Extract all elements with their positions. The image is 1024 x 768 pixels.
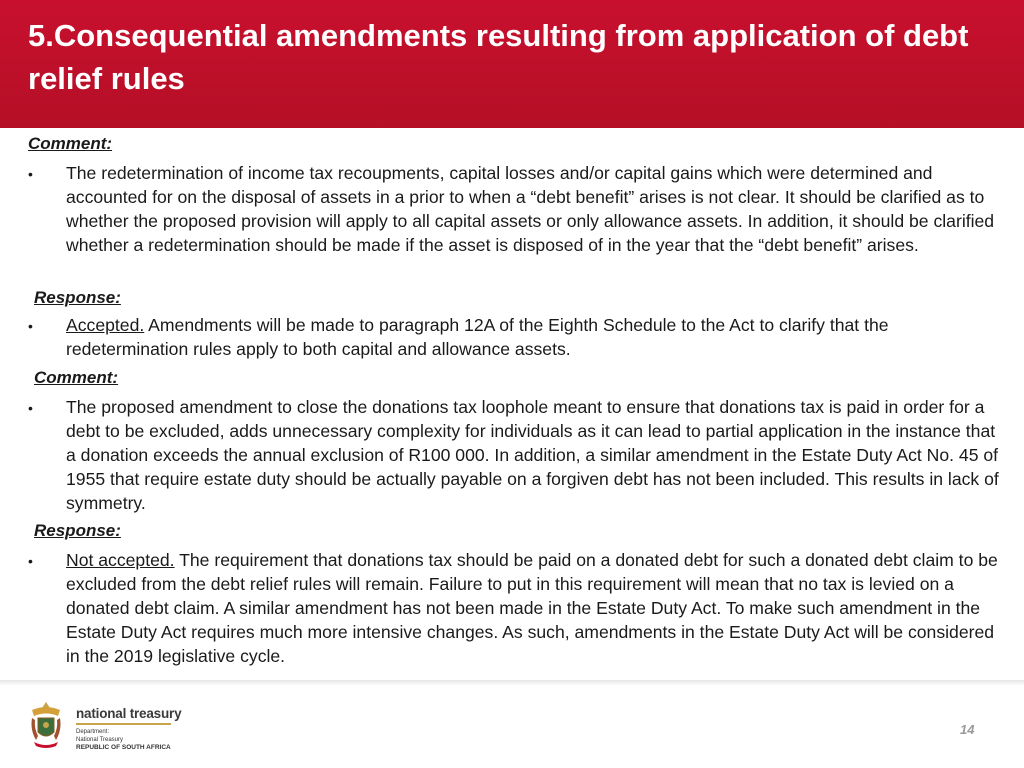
paragraph-text: The requirement that donations tax should be paid on a donated debt for such a donated debt claim to be excluded from the debt relief rules will remain. Failure to put in this requirement will mean that no tax is levied on a donated debt claim. A similar amendment has not been made in the Estate Duty Act. To make such amendment in the Estate Duty Act requires much more intensive changes. As such, amendments in the Estate Duty Act will be considered in the 2019 legislative cycle. (66, 550, 998, 666)
coat-of-arms-icon (26, 700, 66, 752)
paragraph-text: The redetermination of income tax recoupments, capital losses and/or capital gains which were determined and accounted for on the disposal of assets in a prior to when a “debt benefit” arises is not clear. It should be clarified as to whether the proposed provision will apply to all capital assets or only allowance assets. In addition, it should be clarified whether a redetermination should be made if the asset is disposed of in the year that the “debt benefit” arises. (66, 163, 995, 255)
page-number: 14 (960, 722, 975, 737)
section-label-response-2: Response: (34, 521, 121, 540)
paragraph-response-2 (66, 548, 1006, 668)
footer-brand (76, 706, 181, 752)
dept-line-1: Department: (76, 729, 110, 735)
bullet-4: • (28, 553, 33, 569)
response-status-accepted: Accepted. (66, 315, 145, 335)
slide-title: 5.Consequential amendments resulting from application of debt relief rules (28, 18, 969, 96)
paragraph-comment-1 (66, 161, 1006, 257)
dept-line-3: REPUBLIC OF SOUTH AFRICA (76, 744, 171, 751)
bullet-1: • (28, 166, 33, 182)
bullet-3: • (28, 400, 33, 416)
section-label-response-1: Response: (34, 288, 121, 307)
paragraph-comment-2 (66, 395, 1006, 515)
paragraph-response-1 (66, 313, 1006, 361)
bullet-2: • (28, 318, 33, 334)
section-label-comment-2: Comment: (34, 368, 119, 387)
footer-divider (0, 680, 1024, 686)
paragraph-text: The proposed amendment to close the donations tax loophole meant to ensure that donations tax is paid in order for a debt to be excluded, adds unnecessary complexity for individuals as it can lead to partial application in the instance that a donation exceeds the annual exclusion of R100 000. In addition, a similar amendment in the Estate Duty Act No. 45 of 1955 that require estate duty should be actually payable on a forgiven debt has not been included. This results in lack of symmetry. (66, 397, 999, 513)
paragraph-text: Amendments will be made to paragraph 12A of the Eighth Schedule to the Act to clarify that the redetermination rules apply to both capital and allowance assets. (66, 315, 889, 359)
brand-name: national treasury (76, 706, 182, 721)
dept-line-2: National Treasury (76, 737, 124, 743)
section-label-comment-1: Comment: (28, 134, 113, 153)
title-banner (0, 0, 1024, 128)
brand-rule (76, 723, 171, 725)
response-status-not-accepted: Not accepted. (66, 550, 175, 570)
